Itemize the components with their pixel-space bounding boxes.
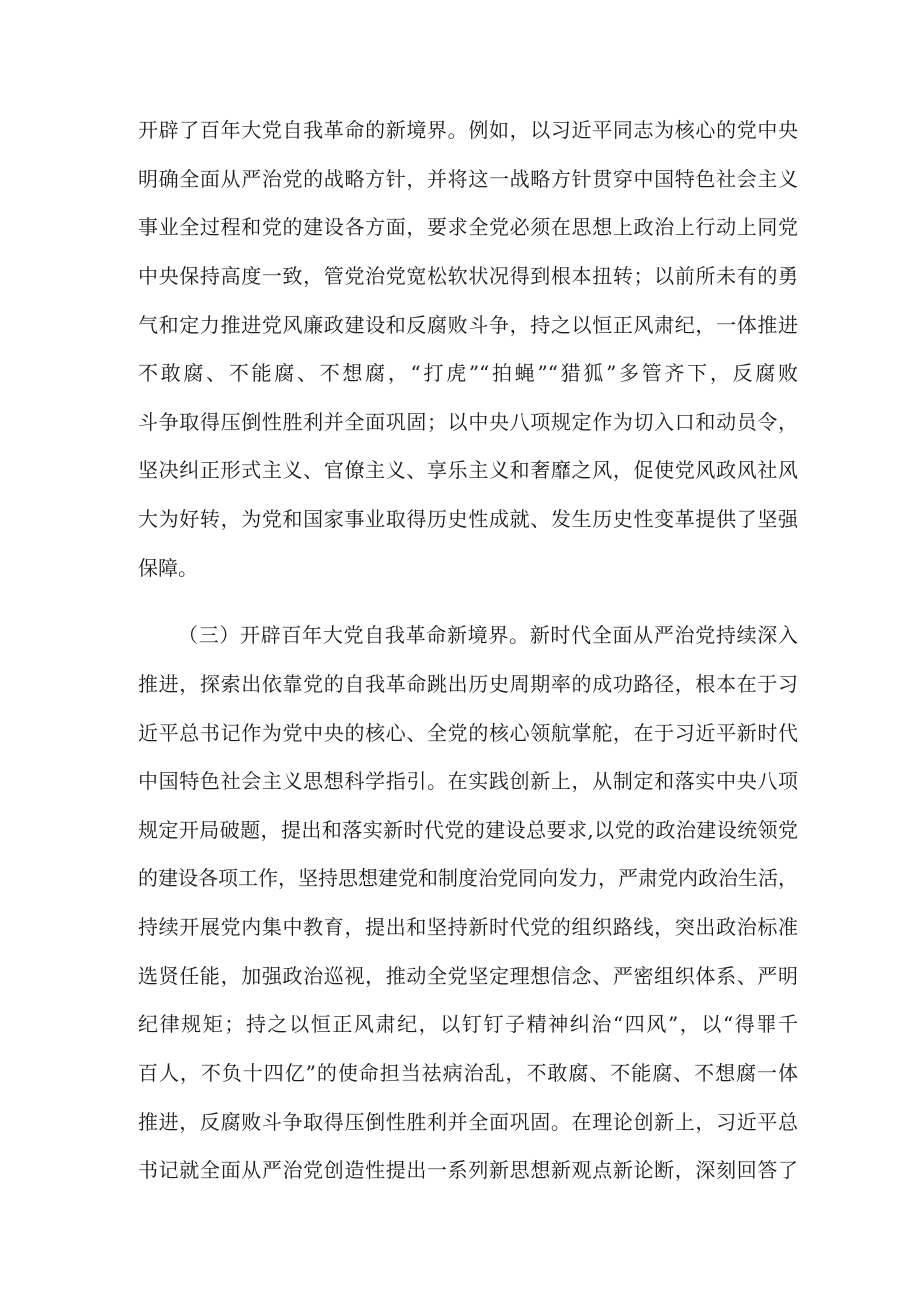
text-line: 纪律规矩；持之以恒正风肃纪，以钉钉子精神纠治“四风”，以“得罪千 xyxy=(138,1012,798,1036)
text-line: 斗争取得压倒性胜利并全面巩固；以中央八项规定作为切入口和动员令， xyxy=(138,410,798,434)
text-line: 气和定力推进党风廉政建设和反腐败斗争，持之以恒正风肃纪，一体推进 xyxy=(138,313,798,337)
text-line: 坚决纠正形式主义、官僚主义、享乐主义和奢靡之风，促使党风政风社风 xyxy=(138,458,798,482)
text-line: 中央保持高度一致，管党治党宽松软状况得到根本扭转；以前所未有的勇 xyxy=(138,264,798,288)
text-line: 明确全面从严治党的战略方针，并将这一战略方针贯穿中国特色社会主义 xyxy=(138,167,798,191)
text-line: 保障。 xyxy=(138,556,198,580)
text-line: 开辟了百年大党自我革命的新境界。例如，以习近平同志为核心的党中央 xyxy=(138,118,798,142)
text-line: 的建设各项工作，坚持思想建党和制度治党同向发力，严肃党内政治生活， xyxy=(138,866,798,890)
text-line: 中国特色社会主义思想科学指引。在实践创新上，从制定和落实中央八项 xyxy=(138,769,798,793)
text-line: 规定开局破题，提出和落实新时代党的建设总要求,以党的政治建设统领党 xyxy=(138,818,798,842)
text-line: 事业全过程和党的建设各方面，要求全党必须在思想上政治上行动上同党 xyxy=(138,215,798,239)
text-line: 推进，反腐败斗争取得压倒性胜利并全面巩固。在理论创新上，习近平总 xyxy=(138,1110,798,1134)
text-line: 书记就全面从严治党创造性提出一系列新思想新观点新论断，深刻回答了 xyxy=(138,1158,798,1182)
text-line: 持续开展党内集中教育，提出和坚持新时代党的组织路线，突出政治标准 xyxy=(138,915,798,939)
text-line: 大为好转，为党和国家事业取得历史性成就、发生历史性变革提供了坚强 xyxy=(138,507,798,531)
text-line: 近平总书记作为党中央的核心、全党的核心领航掌舵，在于习近平新时代 xyxy=(138,721,798,745)
text-line: 选贤任能，加强政治巡视，推动全党坚定理想信念、严密组织体系、严明 xyxy=(138,964,798,988)
text-line: 推进，探索出依靠党的自我革命跳出历史周期率的成功路径，根本在于习 xyxy=(138,672,798,696)
text-line: 百人，不负十四亿”的使命担当祛病治乱，不敢腐、不能腐、不想腐一体 xyxy=(138,1061,798,1085)
text-line: （三）开辟百年大党自我革命新境界。新时代全面从严治党持续深入 xyxy=(178,623,798,647)
text-line: 不敢腐、不能腐、不想腐，“打虎”“拍蝇”“猎狐”多管齐下，反腐败 xyxy=(138,361,798,385)
